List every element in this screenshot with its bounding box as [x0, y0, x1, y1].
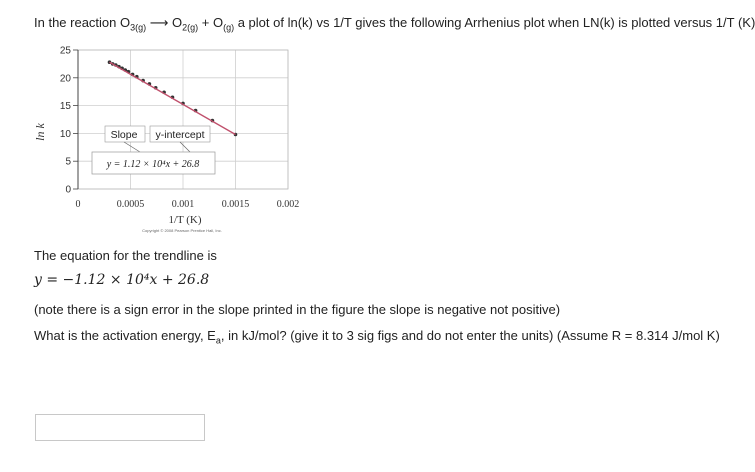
y-tick-label: 15: [59, 101, 71, 113]
y-tick-label: 10: [59, 128, 71, 140]
y-tick-label: 20: [59, 73, 71, 85]
x-tick-label: 0: [75, 199, 81, 210]
y-tick-label: 0: [65, 184, 71, 196]
question-prefix: What is the activation energy, E: [34, 328, 216, 343]
x-tick-label: 0.0015: [221, 199, 250, 210]
copyright-text: Copyright © 2008 Pearson Prentice Hall, Inc.: [142, 228, 222, 233]
arrhenius-plot-svg: [0, 40, 320, 240]
o-subscript: (g): [223, 22, 235, 33]
arrhenius-plot: [0, 40, 320, 240]
trendline-intro: The equation for the trendline is: [34, 248, 217, 263]
x-tick-label: 0.001: [171, 199, 195, 210]
y-tick-label: 5: [65, 156, 71, 168]
intercept-pointer: [180, 142, 190, 152]
x-axis-label: 1/T (K): [168, 214, 202, 226]
sign-error-note: (note there is a sign error in the slope printed in the figure the slope is negative not positive): [34, 302, 561, 317]
o2-subscript: 2(g): [182, 22, 199, 33]
y-tick-label: 25: [59, 45, 71, 57]
slope-label: Slope: [110, 129, 138, 141]
answer-input[interactable]: [35, 414, 205, 441]
slope-pointer: [124, 142, 140, 152]
question-suffix: a plot of ln(k) vs 1/T gives the following Arrhenius plot when LN(k) is plotted versus 1/T (K): [234, 15, 755, 30]
question-suffix: , in kJ/mol? (give it to 3 sig figs and do not enter the units) (Assume R = 8.314 J/mol K): [220, 328, 720, 343]
o3-subscript: 3(g): [130, 22, 147, 33]
ea-subscript: a: [215, 335, 221, 346]
reaction-arrow: ⟶: [149, 15, 169, 30]
trendline-equation: y = −1.12 × 10⁴x + 26.8: [34, 272, 210, 288]
intercept-label: y-intercept: [155, 129, 205, 141]
axes: [73, 50, 78, 189]
x-tick-label: 0.002: [276, 199, 300, 210]
question-text: [34, 15, 755, 33]
trendline: [110, 62, 236, 134]
y-axis-label: ln k: [33, 123, 47, 141]
x-tick-label: 0.0005: [116, 199, 145, 210]
question-prefix: In the reaction O: [34, 15, 131, 30]
o2-label: O: [168, 15, 183, 30]
activation-energy-question: [34, 328, 720, 346]
equation-label: y = 1.12 × 10⁴x + 26.8: [106, 159, 200, 170]
o-label: + O: [198, 15, 224, 30]
